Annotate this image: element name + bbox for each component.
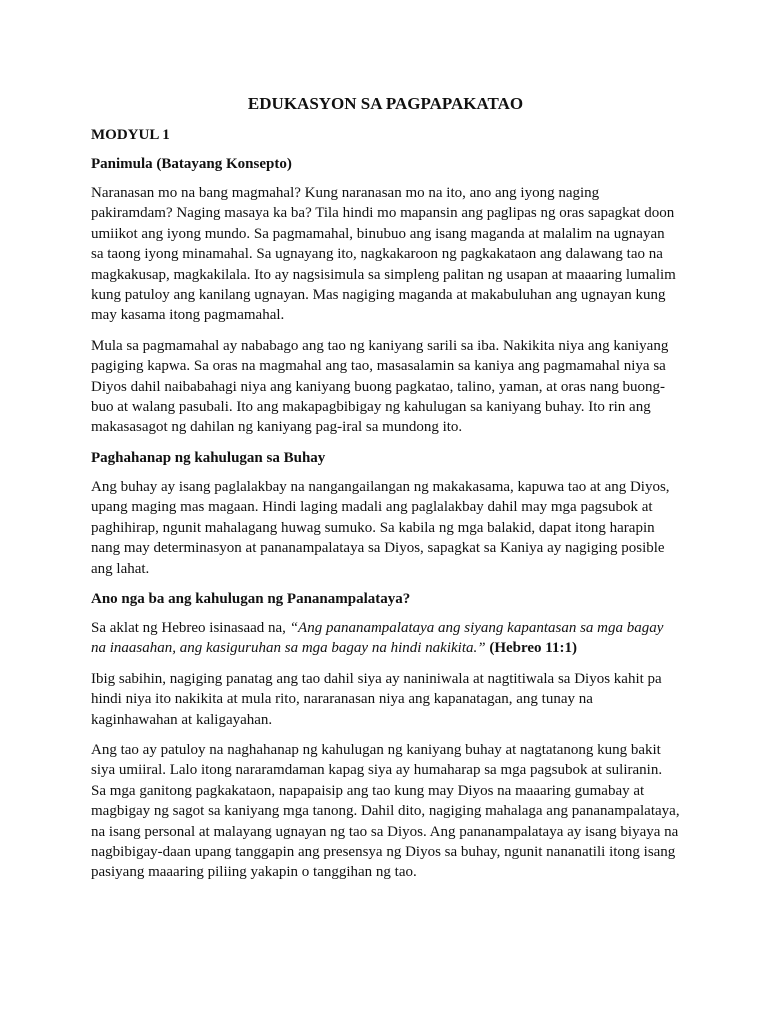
section-heading-pananampalataya: Ano nga ba ang kahulugan ng Pananampalataya? — [91, 590, 411, 607]
quote-intro: Sa aklat ng Hebreo isinasaad na, — [91, 619, 290, 636]
paragraph-4 — [91, 618, 680, 659]
paragraph-2: Mula sa pagmamahal ay nababago ang tao ng kaniyang sarili sa iba. Nakikita niya ang kaniyang pagiging kapwa. Sa oras na magmahal ang tao, masasalamin sa kaniya ang pagmamahal niya sa Diyos dahil naibabahagi niya ang kaniyang buong pagkatao, talino, yaman, at oras nang buong-buo at walang pasubali. Ito ang makapagbibigay ng kahulugan sa kaniyang buhay. Ito rin ang makasasagot ng dahilan ng kaniyang pag-iral sa mundong ito. — [91, 337, 669, 436]
bible-quote: “Ang pananampalataya ang siyang kapantasan sa mga bagay na inaasahan, ang kasiguruhan sa mga bagay na hindi nakikita.” — [91, 619, 664, 657]
section-heading-paghahanap: Paghahanap ng kahulugan sa Buhay — [91, 449, 326, 466]
paragraph-3: Ang buhay ay isang paglalakbay na nangangailangan ng makakasama, kapuwa tao at ang Diyos, upang maging mas magaan. Hindi laging madali ang paglalakbay dahil may mga pagsubok at paghihirap, ngunit mahalagang huwag sumuko. Sa kabila ng mga balakid, dapat itong harapin nang may determinasyon at pananampalataya sa Diyos, sapagkat sa Kaniya ay nagiging posible ang lahat. — [91, 478, 670, 577]
paragraph-1: Naranasan mo na bang magmahal? Kung naranasan mo na ito, ano ang iyong naging pakiramdam? Naging masaya ka ba? Tila hindi mo mapansin ang paglipas ng oras sapagkat doon umiikot ang iyong mundo. Sa pagmamahal, binubuo ang isang maganda at malalim na ugnayan sa taong iyong minamahal. Sa ugnayang ito, nagkakaroon ng pagkakataon ang dalawang tao na magkakusap, magkakilala. Ito ay nagsisimula sa simpleng palitan ng usapan at maaaring lumalim kung patuloy ang kanilang ugnayan. Mas nagiging maganda at makabuluhan ang ugnayan kung may kasama itong pagmamahal. — [91, 185, 676, 324]
section-heading-panimula: Panimula (Batayang Konsepto) — [91, 156, 292, 172]
bible-citation: (Hebreo 11:1) — [485, 640, 577, 657]
document-title: EDUKASYON SA PAGPAPAKATAO — [247, 94, 524, 113]
paragraph-6: Ang tao ay patuloy na naghahanap ng kahulugan ng kaniyang buhay at nagtatanong kung bakit siya umiiral. Lalo itong nararamdaman kapag siya ay humaharap sa mga pagsubok at suliranin. Sa mga ganitong pagkakataon, napapaisip ang tao kung may Diyos na maaaring gumabay at magbigay ng sagot sa kaniyang mga tanong. Dahil dito, nagiging mahalaga ang pananampalataya, na isang personal at malayang ugnayan ng tao sa Diyos. Ang pananampalataya ay isang biyaya na nagbibigay-daan upang tanggapin ang presensya ng Diyos sa buhay, ngunit nananatili itong isang pasiyang maaaring piliing yakapin o tanggihan ng tao. — [91, 741, 680, 881]
paragraph-5: Ibig sabihin, nagiging panatag ang tao dahil siya ay naniniwala at nagtitiwala sa Diyos kahit pa hindi niya ito nakikita at mula rito, nararanasan niya ang kapanatagan, ang tunay na kaginhawahan at kaligayahan. — [91, 670, 662, 728]
module-label: MODYUL 1 — [91, 127, 170, 143]
